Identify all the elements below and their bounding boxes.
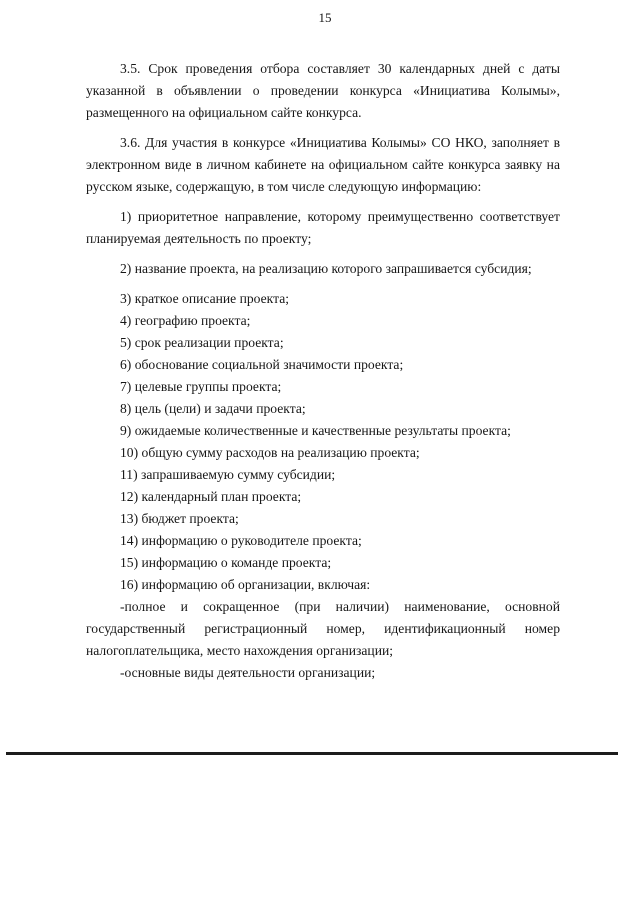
list-item: 13) бюджет проекта;: [120, 511, 239, 526]
list-item: 15) информацию о команде проекта;: [120, 555, 332, 570]
list-item: 8) цель (цели) и задачи проекта;: [120, 401, 306, 416]
list-item: 2) название проекта, на реализацию которого запрашивается субсидия;: [120, 261, 532, 276]
paragraph-3-5: 3.5. Срок проведения отбора составляет 30 календарных дней с даты указанной в объявлении о проведении конкурса «Инициатива Колымы», размещенного на официальном сайте конкурса.: [86, 61, 560, 120]
list-item: 9) ожидаемые количественные и качественные результаты проекта;: [120, 423, 511, 438]
list-item: 3) краткое описание проекта;: [120, 291, 290, 306]
list-item: 11) запрашиваемую сумму субсидии;: [120, 467, 336, 482]
list-item: 7) целевые группы проекта;: [120, 379, 282, 394]
page-number: 15: [318, 10, 332, 25]
list-item: 16) информацию об организации, включая:: [120, 577, 371, 592]
list-item: 12) календарный план проекта;: [120, 489, 302, 504]
sub-list-item: -основные виды деятельности организации;: [120, 665, 376, 680]
footer-divider: [6, 752, 618, 755]
list-item: 1) приоритетное направление, которому преимущественно соответствует планируемая деятельность по проекту;: [86, 209, 560, 246]
list-item: 14) информацию о руководителе проекта;: [120, 533, 362, 548]
sub-list-item: -полное и сокращенное (при наличии) наименование, основной государственный регистрационный номер, идентификационный номер налогоплательщика, место нахождения организации;: [86, 599, 560, 658]
list-item: 5) срок реализации проекта;: [120, 335, 284, 350]
paragraph-3-6: 3.6. Для участия в конкурсе «Инициатива Колымы» СО НКО, заполняет в электронном виде в личном кабинете на официальном сайте конкурса заявку на русском языке, содержащую, в том числе следующую информацию:: [86, 135, 560, 194]
document-body: [86, 58, 560, 684]
list-item: 10) общую сумму расходов на реализацию проекта;: [120, 445, 420, 460]
list-item: 6) обоснование социальной значимости проекта;: [120, 357, 404, 372]
list-item: 4) географию проекта;: [120, 313, 251, 328]
